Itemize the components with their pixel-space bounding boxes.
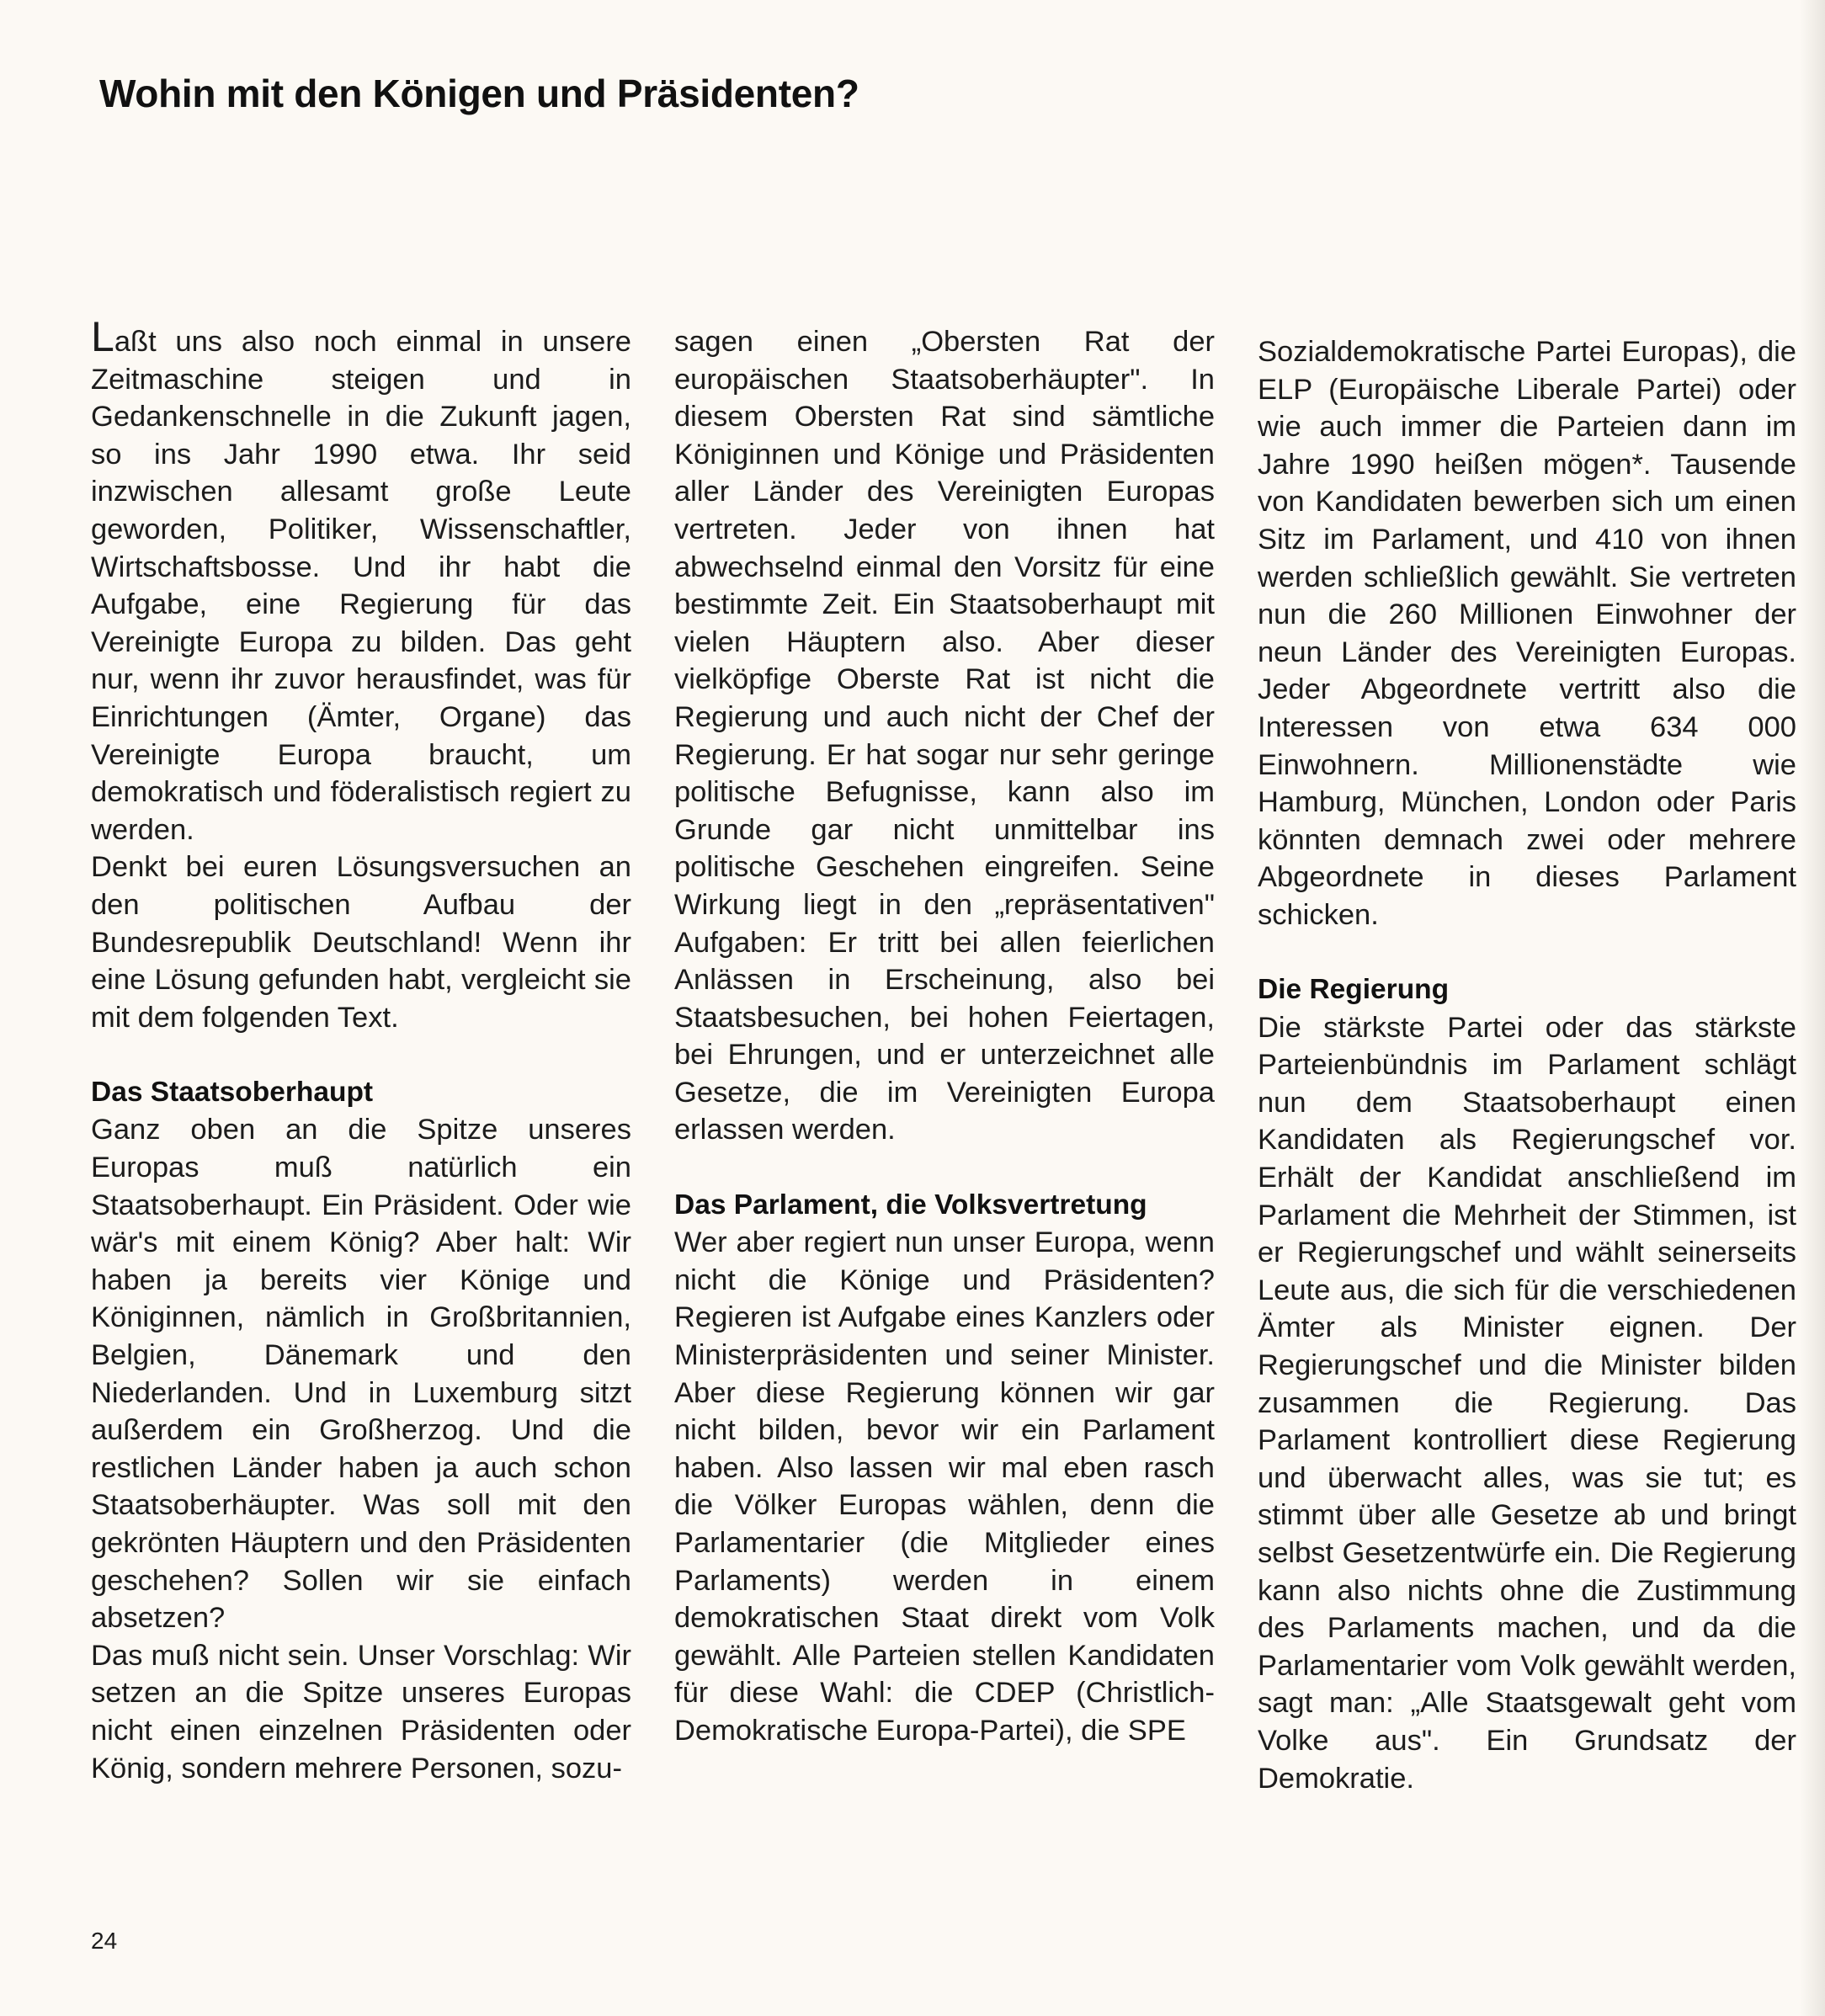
intro-text: aßt uns also noch einmal in unsere Zeitmaschine steigen und in Gedankenschnelle in die Zukunft jagen, so ins Jahr 1990 etwa. Ihr seid inzwischen allesamt große Leute geworden, Politiker, Wissenschaftler, Wirtschaftsbosse. Und ihr habt die Aufgabe, eine Regierung für das Vereinigte Europa zu bilden. Das geht nur, wenn ihr zuvor herausfindet, was für Einrichtungen (Ämter, Organe) das Vereinigte Europa braucht, um demokratisch und föderalistisch regiert zu werden.: [91, 326, 631, 846]
text-column-1: [91, 313, 631, 1787]
section-heading-parlament: Das Parlament, die Volksvertretung: [674, 1189, 1147, 1221]
page-number: 24: [91, 1928, 118, 1954]
regierung-paragraph-1: Die stärkste Partei oder das stärkste Parteienbündnis im Parlament schlägt nun dem Staatsoberhaupt einen Kandidaten als Regierungschef vor. Erhält der Kandidat anschließend im Parlament die Mehrheit der Stimmen, ist er Regierungschef und wählt seinerseits Leute aus, die sich für die verschiedenen Ämter als Minister eignen. Der Regierungschef und die Minister bilden zusammen die Regierung. Das Parlament kontrolliert diese Regierung und überwacht alles, was sie tut; es stimmt über alle Gesetze ab und bringt selbst Gesetzentwürfe ein. Die Regierung kann also nichts ohne die Zustimmung des Parlaments machen, und da die Parlamentarier vom Volk gewählt werden, sagt man: „Alle Staatsgewalt geht vom Volke aus". Ein Grundsatz der Demokratie.: [1258, 1011, 1796, 1795]
staatsoberhaupt-paragraph-3: sagen einen „Obersten Rat der europäischen Staatsoberhäupter". In diesem Obersten Rat sind sämtliche Königinnen und Könige und Präsidenten aller Länder des Vereinigten Europas vertreten. Jeder von ihnen hat abwechselnd einmal den Vorsitz für eine bestimmte Zeit. Ein Staatsoberhaupt mit vielen Häuptern also. Aber dieser vielköpfige Oberste Rat ist nicht die Regierung und auch nicht der Chef der Regierung. Er hat sogar nur sehr geringe politische Befugnisse, kann also im Grunde gar nicht unmittelbar ins politische Geschehen eingreifen. Seine Wirkung liegt in den „repräsentativen" Aufgaben: Er tritt bei allen feierlichen Anlässen in Erscheinung, also bei Staatsbesuchen, bei hohen Feiertagen, bei Ehrungen, und er unterzeichnet alle Gesetze, die im Vereinigten Europa erlassen werden.: [674, 326, 1215, 1146]
section-heading-regierung: Die Regierung: [1258, 974, 1450, 1006]
parlament-paragraph-1: Wer aber regiert nun unser Europa, wenn nicht die Könige und Präsidenten? Regieren ist Aufgabe eines Kanzlers oder Ministerpräsidenten und seiner Minister. Aber diese Regierung können wir gar nicht bilden, bevor wir ein Parlament haben. Also lassen wir mal eben rasch die Völker Europas wählen, denn die Parlamentarier (die Mitglieder eines Parlaments) werden in einem demokratischen Staat direkt vom Volk gewählt. Alle Parteien stellen Kandidaten für diese Wahl: die CDEP (Christlich-Demokratische Europa-Partei), die SPE: [674, 1226, 1215, 1747]
page-edge-shadow: [1800, 0, 1825, 2016]
section-gap: [674, 1149, 1215, 1187]
parlament-paragraph-2: Sozialdemokratische Partei Europas), die ELP (Europäische Liberale Partei) oder wie auch immer die Parteien dann im Jahre 1990 heißen mögen*. Tausende von Kandidaten bewerben sich um einen Sitz im Parlament, und 410 von ihnen werden schließlich gewählt. Sie vertreten nun die 260 Millionen Einwohner der neun Länder des Vereinigten Europas. Jeder Abgeordnete vertritt also die Interessen von etwa 634 000 Einwohnern. Millionenstädte wie Hamburg, München, London oder Paris könnten demnach zwei oder mehrere Abgeordnete in dieses Parlament schicken.: [1258, 336, 1796, 931]
staatsoberhaupt-paragraph-1: Ganz oben an die Spitze unseres Europas muß natürlich ein Staatsoberhaupt. Ein Präsident. Oder wie wär's mit einem König? Aber halt: Wir haben ja bereits vier Könige und Königinnen, nämlich in Großbritannien, Belgien, Dänemark und den Niederlanden. Und in Luxemburg sitzt außerdem ein Großherzog. Und die restlichen Länder haben ja auch schon Staatsoberhäupter. Was soll mit den gekrönten Häuptern und den Präsidenten geschehen? Sollen wir sie einfach absetzen?: [91, 1114, 631, 1635]
page-title: Wohin mit den Königen und Präsidenten?: [99, 72, 859, 115]
section-gap: [91, 1036, 631, 1074]
initial-letter: L: [91, 313, 114, 360]
section-heading-staatsoberhaupt: Das Staatsoberhaupt: [91, 1076, 374, 1108]
intro-paragraph-2: Denkt bei euren Lösungsversuchen an den politischen Aufbau der Bundesrepublik Deutschland! Wenn ihr eine Lösung gefunden habt, vergleicht sie mit dem folgenden Text.: [91, 851, 631, 1034]
text-column-2: [674, 323, 1215, 1750]
text-column-3: [1258, 333, 1796, 1797]
intro-paragraph: [91, 313, 631, 848]
staatsoberhaupt-paragraph-2: Das muß nicht sein. Unser Vorschlag: Wir setzen an die Spitze unseres Europas nicht einen einzelnen Präsidenten oder König, sondern mehrere Personen, sozu-: [91, 1639, 631, 1785]
section-gap: [1258, 934, 1796, 972]
